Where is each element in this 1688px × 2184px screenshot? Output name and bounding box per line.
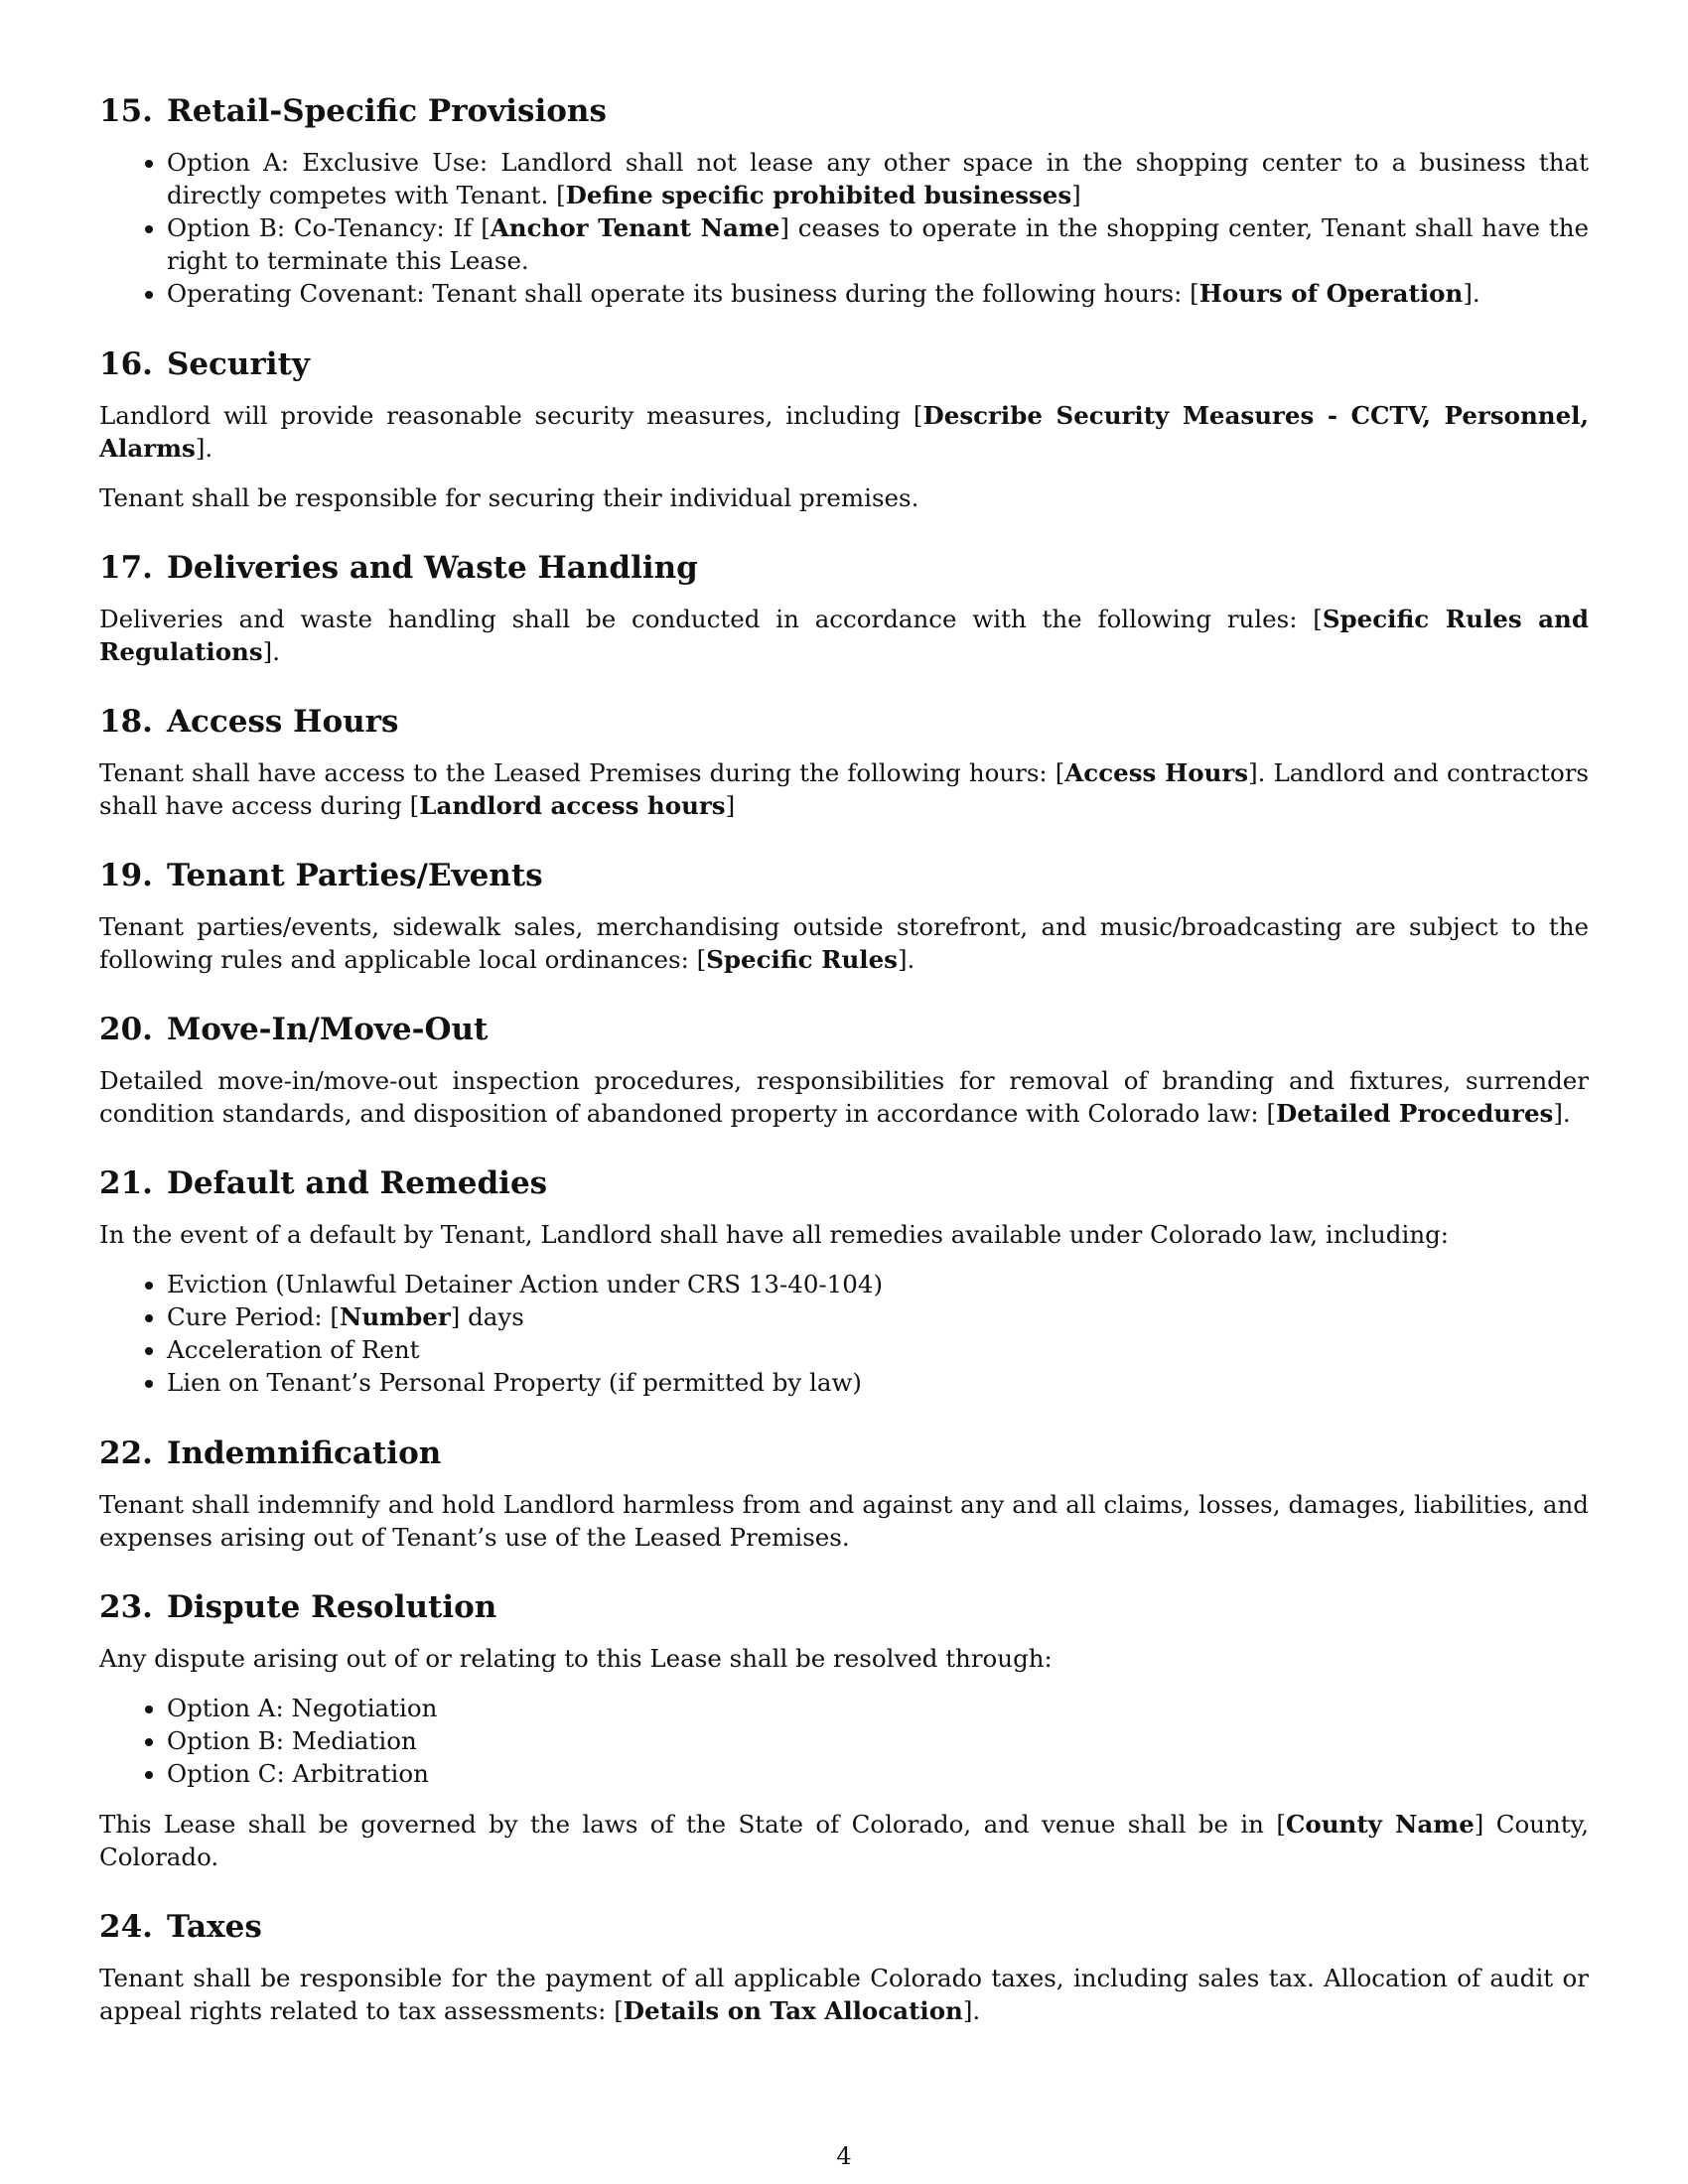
section-18 [99,702,1589,822]
section-24 [99,1907,1589,2027]
list-item: • Option B: Mediation [167,1724,1589,1757]
paragraph: Tenant shall indemnify and hold Landlord harmless from and against any and all claims, losses, damages, liabilities, and expenses arising out of Tenant’s use of the Leased Premises. [99,1490,1589,1552]
list-item: • Option C: Arbitration [167,1757,1589,1790]
section-23 [99,1587,1589,1873]
list-item: • Operating Covenant: Tenant shall operate its business during the following hours: [Hours of Operation]. [167,277,1589,310]
paragraph: This Lease shall be governed by the laws of the State of Colorado, and venue shall be in [County Name] County, Colorado. [99,1810,1589,1871]
paragraph: In the event of a default by Tenant, Landlord shall have all remedies available under Colorado law, including: [99,1220,1450,1249]
page-number: 4 [836,2142,852,2170]
paragraph: Landlord will provide reasonable security measures, including [Describe Security Measures - CCTV, Personnel, Alarms]. [99,401,1590,463]
section-17 [99,548,1589,668]
section-heading: 23. Dispute Resolution [99,1589,497,1625]
section-heading: 21. Default and Remedies [99,1165,548,1201]
section-heading: 18. Access Hours [99,704,399,740]
section-heading: 22. Indemnification [99,1435,442,1471]
list-item: • Acceleration of Rent [167,1333,1589,1366]
section-20 [99,1010,1589,1130]
bullet-list [99,146,1589,310]
paragraph: Tenant shall have access to the Leased Premises during the following hours: [Access Hours]. Landlord and contractors shall have access during [Landlord access hours] [99,758,1589,820]
paragraph: Any dispute arising out of or relating to this Lease shall be resolved through: [99,1644,1053,1673]
section-19 [99,856,1589,976]
paragraph: Deliveries and waste handling shall be conducted in accordance with the following rules: [Specific Rules and Regulations]. [99,605,1589,666]
section-22 [99,1433,1589,1554]
paragraph: Tenant parties/events, sidewalk sales, merchandising outside storefront, and music/broadcasting are subject to the following rules and applicable local ordinances: [Specific Rules]. [99,912,1589,974]
section-heading: 16. Security [99,346,310,382]
section-heading: 19. Tenant Parties/Events [99,858,543,893]
list-item: • Option A: Exclusive Use: Landlord shall not lease any other space in the shopping center to a business that directly competes with Tenant. [Define specific prohibited businesses] [167,146,1589,211]
list-item: • Option A: Negotiation [167,1692,1589,1724]
list-item: • Eviction (Unlawful Detainer Action under CRS 13-40-104) [167,1268,1589,1300]
paragraph: Tenant shall be responsible for securing their individual premises. [99,483,919,512]
section-15 [99,91,1589,310]
section-16 [99,344,1589,514]
list-item: • Cure Period: [Number] days [167,1300,1589,1333]
bullet-list [99,1692,1589,1790]
section-heading: 15. Retail-Specific Provisions [99,93,607,129]
section-heading: 20. Move-In/Move-Out [99,1012,489,1047]
paragraph: Tenant shall be responsible for the payment of all applicable Colorado taxes, including sales tax. Allocation of audit or appeal rights related to tax assessments: [Details on Tax Allocation]. [99,1964,1589,2025]
document-page [99,91,1589,2044]
paragraph: Detailed move-in/move-out inspection procedures, responsibilities for removal of branding and fixtures, surrender condition standards, and disposition of abandoned property in accordance with Colorado law: [Detailed Procedures]. [99,1066,1589,1128]
list-item: • Option B: Co-Tenancy: If [Anchor Tenant Name] ceases to operate in the shopping center, Tenant shall have the right to terminate this Lease. [167,211,1589,277]
section-heading: 24. Taxes [99,1909,262,1945]
section-heading: 17. Deliveries and Waste Handling [99,550,698,586]
list-item: • Lien on Tenant’s Personal Property (if permitted by law) [167,1366,1589,1399]
section-21 [99,1163,1589,1399]
bullet-list [99,1268,1589,1399]
